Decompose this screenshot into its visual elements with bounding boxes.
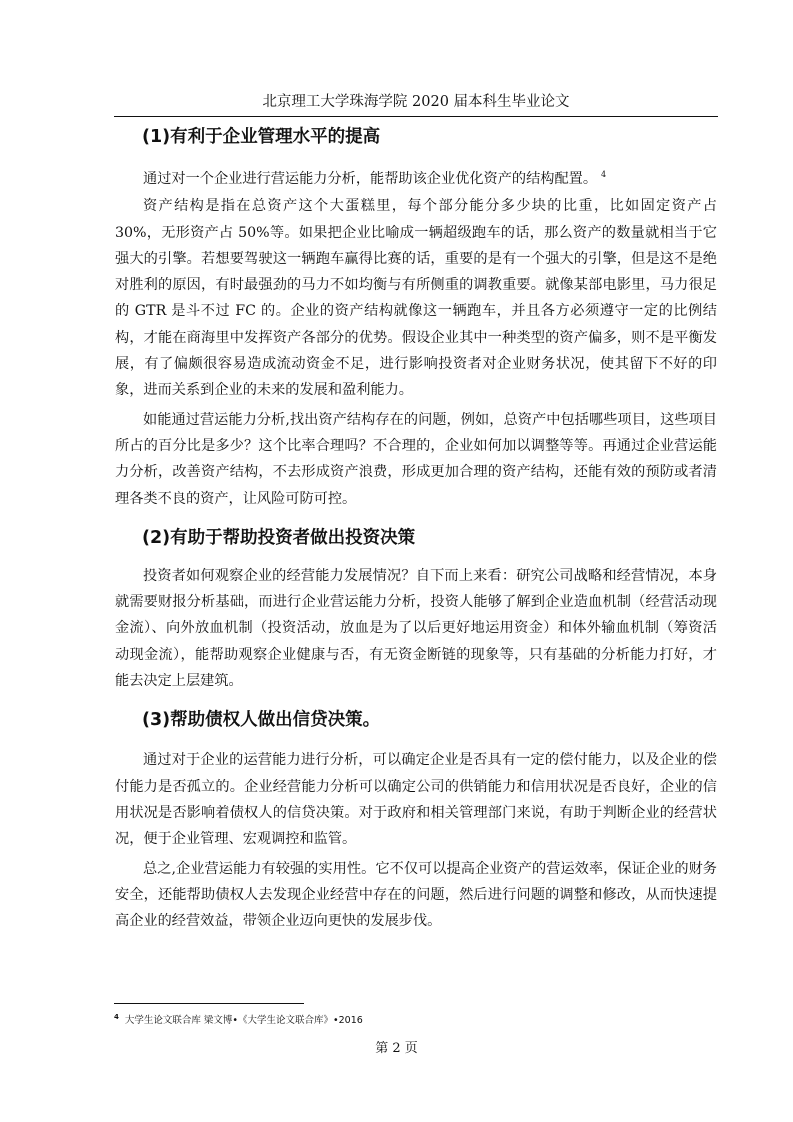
running-header: 北京理工大学珠海学院 2020 届本科生毕业论文 — [262, 94, 570, 110]
footnote-mark: 4 — [114, 1012, 119, 1021]
paragraph: 资产结构是指在总资产这个大蛋糕里，每个部分能分多少块的比重，比如固定资产占 30%，无形资产占 50%等。如果把企业比喻成一辆超级跑车的话，那么资产的数量就相当于它强大的引擎。若想要驾驶这一辆跑车赢得比赛的话，重要的是有一个强大的引擎，但是这不是绝对胜利的原因，有时最强劲的马力不如均衡与有所侧重的调教重要。就像某部电影里，马力很足的 GTR 是斗不过 FC 的。企业的资产结构就像这一辆跑车，并且各方必须遵守一定的比例结构，才能在商海里中发挥资产各部分的优势。假设企业其中一种类型的资产偏多，则不是平衡发展，有了偏颇很容易造成流动资金不足，进行影响投资者对企业财务状况，使其留下不好的印象，进而关系到企业的未来的发展和盈利能力。 — [115, 198, 717, 399]
paragraph-text: 通过对一个企业进行营运能力分析，能帮助该企业优化资产的结构配置。 — [143, 171, 598, 187]
section-heading-3: (3)帮助债权人做出信贷决策。 — [142, 710, 381, 731]
header-divider — [114, 116, 718, 117]
page-number: 第 2 页 — [375, 1041, 418, 1056]
paragraph: 如能通过营运能力分析,找出资产结构存在的问题，例如，总资产中包括哪些项目，这些项目所占的百分比是多少？这个比率合理吗？不合理的，企业如何加以调整等等。再通过企业营运能力分析，改善资产结构，不去形成资产浪费，形成更加合理的资产结构，还能有效的预防或者清理各类不良的资产，让风险可防可控。 — [115, 411, 717, 507]
footnote-text: 大学生论文联合库 梁文博•《大学生论文联合库》•2016 — [124, 1015, 363, 1026]
paragraph: 通过对于企业的运营能力进行分析，可以确定企业是否具有一定的偿付能力，以及企业的偿付能力是否孤立的。企业经营能力分析可以确定公司的供销能力和信用状况是否良好，企业的信用状况是否影响着债权人的信贷决策。对于政府和相关管理部门来说，有助于判断企业的经营状况，便于企业管理、宏观调控和监管。 — [115, 752, 717, 848]
paragraph — [115, 166, 717, 192]
paragraph: 总之,企业营运能力有较强的实用性。它不仅可以提高企业资产的营运效率，保证企业的财务安全，还能帮助债权人去发现企业经营中存在的问题，然后进行问题的调整和修改，从而快速提高企业的经营效益，带领企业迈向更快的发展步伐。 — [115, 860, 717, 930]
footnote-divider — [114, 1003, 304, 1004]
body-content — [115, 124, 717, 934]
section-heading-2: (2)有助于帮助投资者做出投资决策 — [142, 527, 416, 548]
footnote — [114, 1014, 363, 1028]
paragraph: 投资者如何观察企业的经营能力发展情况？自下而上来看：研究公司战略和经营情况，本身就需要财报分析基础，而进行企业营运能力分析，投资人能够了解到企业造血机制（经营活动现金流）、向外放血机制（投资活动，放血是为了以后更好地运用资金）和体外输血机制（筹资活动现金流），能帮助观察企业健康与否，有无资金断链的现象等，只有基础的分析能力打好，才能去决定上层建筑。 — [115, 567, 717, 690]
section-heading-1: (1)有利于企业管理水平的提高 — [142, 127, 381, 147]
footnote-reference: 4 — [601, 170, 607, 180]
